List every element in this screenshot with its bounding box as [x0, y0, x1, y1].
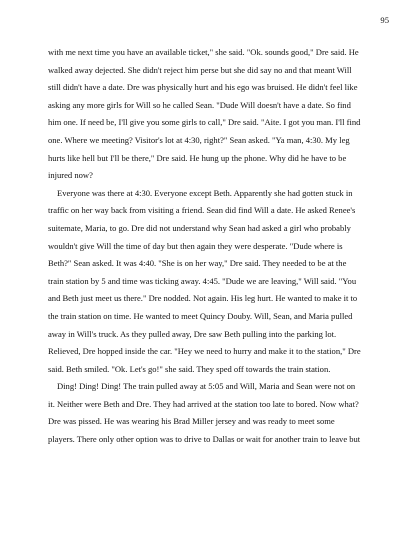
text-line: Ding! Ding! Ding! The train pulled away at 5:05 and Will, Maria and Sean were not on [57, 381, 356, 392]
text-line: Everyone was there at 4:30. Everyone except Beth. Apparently she had gotten stuck in [57, 187, 353, 198]
text-line: with me next time you have an available ticket," she said. "Ok. sounds good," Dre said. He [48, 47, 359, 57]
text-line: said. Beth smiled. "Ok. Let's go!" she said. They sped off towards the train station. [48, 363, 331, 374]
text-line: suitemate, Maria, to go. Dre did not understand why Sean had asked a girl who probably [48, 222, 351, 233]
text-line: still didn't have a date. Dre was physically hurt and his ego was bruised. He didn't feel like [48, 82, 358, 93]
text-line: one. Where we meeting? Visitor's lot at 4:30, right?" Sean asked. "Ya man, 4:30. My leg [48, 134, 350, 145]
text-line: away in Will's truck. As they pulled away, Dre saw Beth pulling into the parking lot. [48, 328, 337, 339]
paragraph [48, 185, 386, 379]
text-line: Dre was pissed. He was wearing his Brad Miller jersey and was ready to meet some [48, 416, 335, 427]
text-line: Relieved, Dre hopped inside the car. "Hey we need to hurry and make it to the station," Dre [48, 346, 361, 357]
text-line: wouldn't give Will the time of day but then again they were desperate. "Dude where is [48, 240, 343, 251]
text-line: asking any more girls for Will so he called Sean. "Dude Will doesn't have a date. So find [48, 99, 351, 110]
text-line: hurts like hell but I'll be there," Dre said. He hung up the phone. Why did he have to be [48, 152, 347, 163]
text-line: injured now? [48, 170, 93, 181]
text-line: and Beth just meet us there." Dre nodded. Not again. His leg hurt. He wanted to make it to [48, 293, 358, 304]
text-line: train station by 5 and time was ticking away. 4:45. "Dude we are leaving," Will said. "You [48, 275, 357, 286]
text-line: Beth?" Sean asked. It was 4:40. "She is on her way," Dre said. They needed to be at the [48, 258, 347, 269]
paragraph [48, 44, 386, 185]
text-line: him one. If need be, I'll give you some girls to call," Dre said. "Aite. I got you man. I'll find [48, 117, 361, 128]
body-text [48, 44, 386, 449]
text-line: walked away dejected. She didn't reject him perse but she did say no and that meant Will [48, 64, 352, 75]
text-line: traffic on her way back from visiting a friend. Sean did find Will a date. He asked Renee's [48, 205, 356, 216]
page-number: 95 [380, 15, 389, 25]
text-line: the train station on time. He wanted to meet Quincy Douby. Will, Sean, and Maria pulled [48, 310, 353, 321]
text-line: it. Neither were Beth and Dre. They had arrived at the station too late to bored. Now what? [48, 398, 359, 409]
paragraph [48, 378, 386, 448]
text-line: players. There only other option was to drive to Dallas or wait for another train to leave but [48, 434, 361, 445]
